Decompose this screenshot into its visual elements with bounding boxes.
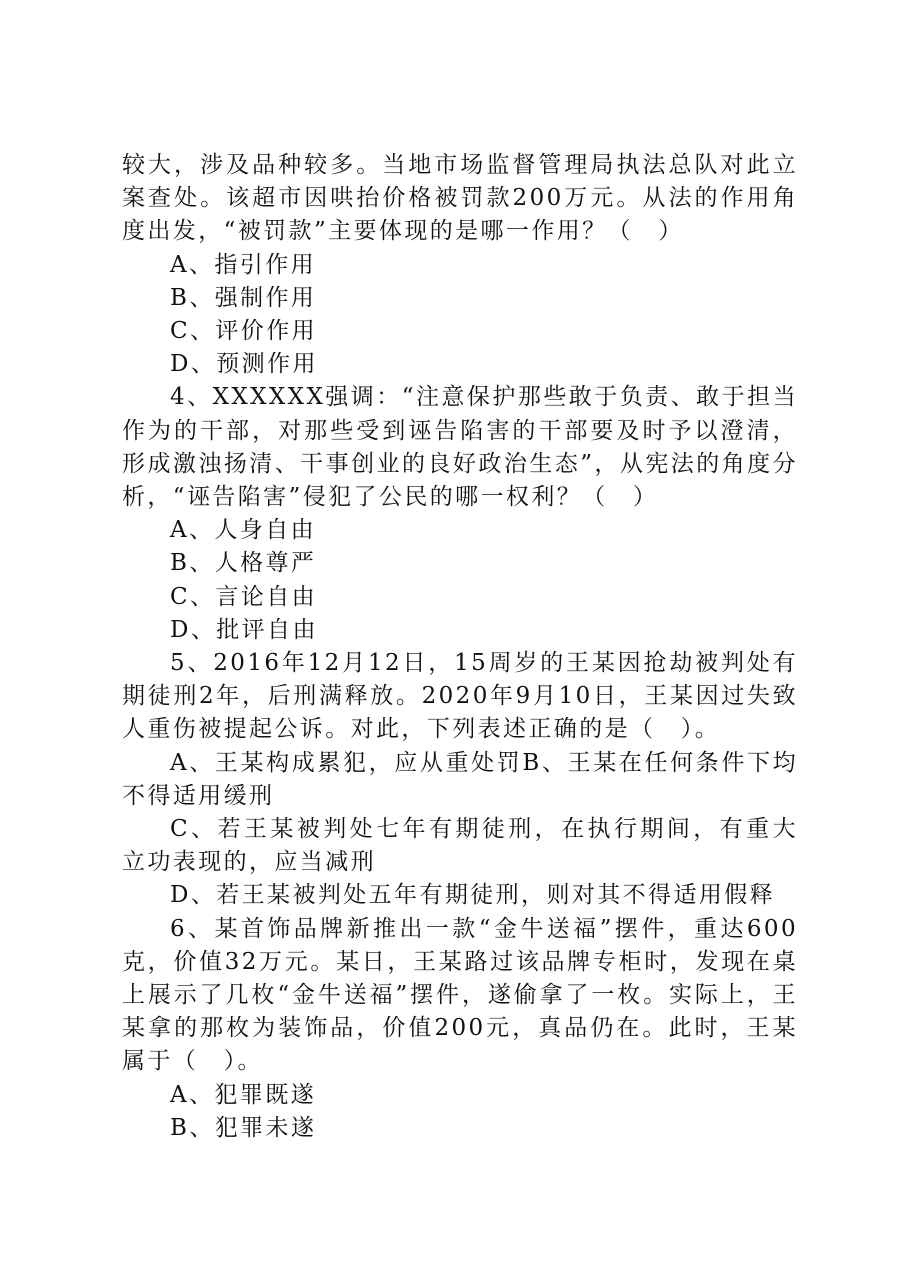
document-page bbox=[122, 149, 798, 1145]
option-q4-c: C、言论自由 bbox=[170, 583, 317, 610]
option-q3-d: D、预测作用 bbox=[170, 351, 318, 378]
option-q3-b: B、强制作用 bbox=[170, 284, 317, 311]
option-q5-d: D、若王某被判处五年有期徒刑，则对其不得适用假释 bbox=[170, 882, 776, 909]
option-q4-b: B、人格尊严 bbox=[170, 550, 317, 577]
option-q4-a: A、人身自由 bbox=[170, 517, 317, 544]
option-q4-d: D、批评自由 bbox=[170, 616, 318, 643]
paragraph-q3-stem: 较大，涉及品种较多。当地市场监督管理局执法总队对此立案查处。该超市因哄抬价格被罚款200万元。从法的作用角度出发，“被罚款”主要体现的是哪一作用？（ ） bbox=[122, 152, 798, 245]
option-q6-a: A、犯罪既遂 bbox=[170, 1081, 317, 1108]
option-q6-b: B、犯罪未遂 bbox=[170, 1114, 317, 1141]
option-q5-ab: A、王某构成累犯，应从重处罚B、王某在任何条件下均不得适用缓刑 bbox=[122, 749, 798, 809]
option-q3-a: A、指引作用 bbox=[170, 251, 317, 278]
option-q3-c: C、评价作用 bbox=[170, 318, 317, 345]
paragraph-q4-stem: 4、XXXXXX强调：“注意保护那些敢于负责、敢于担当作为的干部，对那些受到诬告陷害的干部要及时予以澄清，形成激浊扬清、干事创业的良好政治生态”，从宪法的角度分析，“诬告陷害”侵犯了公民的哪一权利？（ ） bbox=[122, 384, 798, 511]
paragraph-q5-stem: 5、2016年12月12日，15周岁的王某因抢劫被判处有期徒刑2年，后刑满释放。2020年9月10日，王某因过失致人重伤被提起公诉。对此，下列表述正确的是（ ）。 bbox=[122, 650, 798, 743]
option-q5-c: C、若王某被判处七年有期徒刑，在执行期间，有重大立功表现的，应当减刑 bbox=[122, 816, 798, 876]
paragraph-q6-stem: 6、某首饰品牌新推出一款“金牛送福”摆件，重达600克，价值32万元。某日，王某路过该品牌专柜时，发现在桌上展示了几枚“金牛送福”摆件，遂偷拿了一枚。实际上，王某拿的那枚为装饰品，价值200元，真品仍在。此时，王某属于（ ）。 bbox=[122, 915, 798, 1075]
